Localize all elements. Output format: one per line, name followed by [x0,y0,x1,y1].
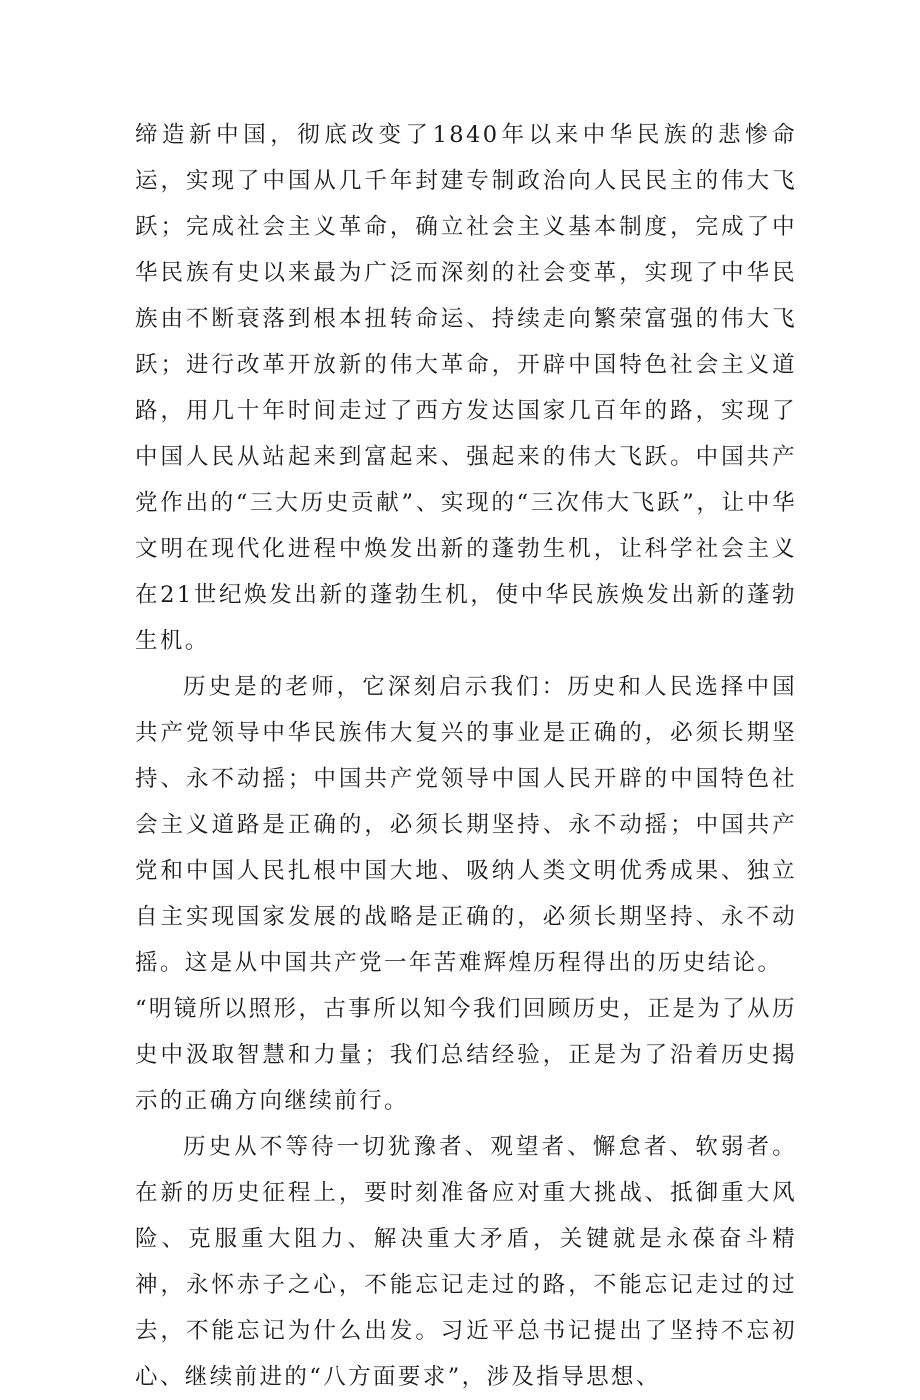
paragraph-3: “明镜所以照形，古事所以知今我们回顾历史，正是为了从历史中汲取智慧和力量；我们总结经验，正是为了沿着历史揭示的正确方向继续前行。 [135,996,797,1114]
paragraph-1: 缔造新中国，彻底改变了1840年以来中华民族的悲惨命运，实现了中国从几千年封建专制政治向人民民主的伟大飞跃；完成社会主义革命，确立社会主义基本制度，完成了中华民族有史以来最为广泛而深刻的社会变革，实现了中华民族由不断衰落到根本扭转命运、持续走向繁荣富强的伟大飞跃；进行改革开放新的伟大革命，开辟中国特色社会主义道路，用几十年时间走过了西方发达国家几百年的路，实现了中国人民从站起来到富起来、强起来的伟大飞跃。中国共产党作出的“三大历史贡献”、实现的“三次伟大飞跃”，让中华文明在现代化进程中焕发出新的蓬勃生机，让科学社会主义在21世纪焕发出新的蓬勃生机，使中华民族焕发出新的蓬勃生机。 [135,122,797,654]
paragraph-4: 历史从不等待一切犹豫者、观望者、懈怠者、软弱者。在新的历史征程上，要时刻准备应对重大挑战、抵御重大风险、克服重大阻力、解决重大矛盾，关键就是永葆奋斗精神，永怀赤子之心，不能忘记走过的路，不能忘记走过的过去，不能忘记为什么出发。习近平总书记提出了坚持不忘初心、继续前进的“八方面要求”，涉及指导思想、 [135,1134,797,1390]
document-body [135,112,797,1400]
paragraph-2: 历史是的老师，它深刻启示我们：历史和人民选择中国共产党领导中华民族伟大复兴的事业是正确的，必须长期坚持、永不动摇；中国共产党领导中国人民开辟的中国特色社会主义道路是正确的，必须长期坚持、永不动摇；中国共产党和中国人民扎根中国大地、吸纳人类文明优秀成果、独立自主实现国家发展的战略是正确的，必须长期坚持、永不动摇。这是从中国共产党一年苦难辉煌历程得出的历史结论。 [135,674,797,976]
